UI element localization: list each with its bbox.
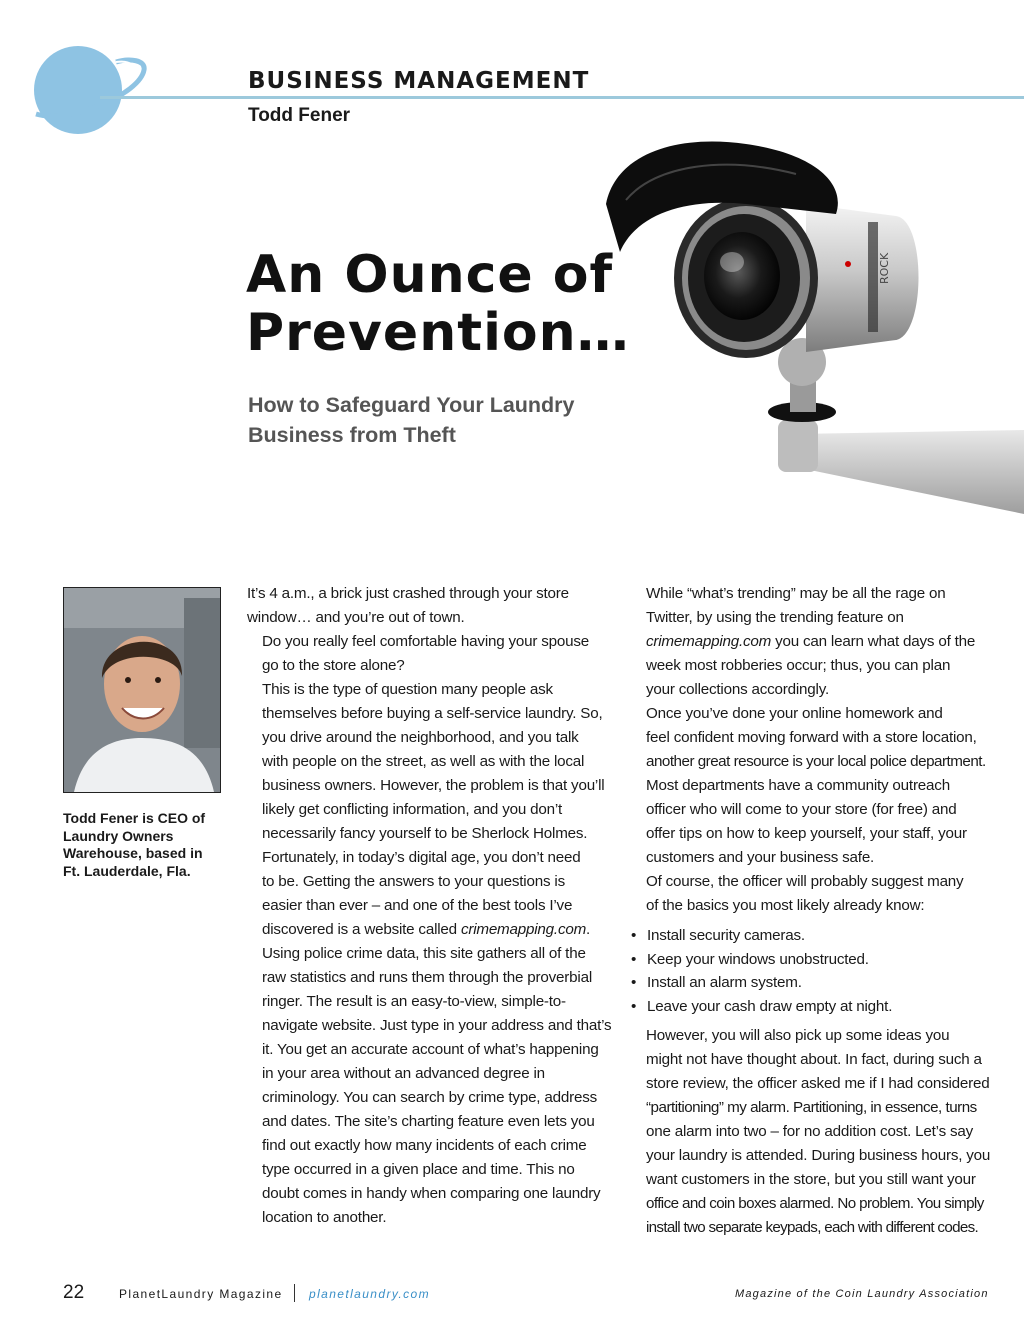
text-line: window… and you’re out of town.	[247, 609, 465, 626]
list-item: • Install security cameras.	[631, 924, 991, 948]
caption-line: Laundry Owners	[63, 827, 174, 844]
page-footer	[0, 1282, 1024, 1306]
text-line: raw statistics and runs them through the proverbial	[262, 969, 592, 986]
text-line: “partitioning” my alarm. Partitioning, in essence, turns	[646, 1099, 977, 1116]
camera-brand-label: ROCK	[878, 252, 891, 284]
text-line: to be. Getting the answers to your questions is	[262, 873, 565, 890]
text-line: navigate website. Just type in your address and that’s	[262, 1017, 612, 1034]
text-line: another great resource is your local police department.	[646, 753, 986, 770]
text-line: go to the store alone?	[262, 657, 405, 674]
author-byline: Todd Fener	[248, 105, 351, 126]
text-fragment: discovered is a website called	[262, 921, 461, 938]
text-line: It’s 4 a.m., a brick just crashed through your store	[247, 585, 569, 602]
text-line: Of course, the officer will probably suggest many	[646, 873, 964, 890]
text-line: feel confident moving forward with a store location,	[646, 729, 977, 746]
article-subtitle-line: How to Safeguard Your Laundry	[248, 393, 575, 417]
site-name: crimemapping.com	[646, 633, 772, 650]
text-line: week most robberies occur; thus, you can plan	[646, 657, 951, 674]
text-line: Once you’ve done your online homework and	[646, 705, 943, 722]
list-item: • Keep your windows unobstructed.	[631, 948, 991, 972]
text-line: of the basics you most likely already know:	[646, 897, 925, 914]
paragraph	[247, 582, 607, 630]
text-line: Do you really feel comfortable having your spouse	[262, 633, 590, 650]
text-line: one alarm into two – for no addition cost. Let’s say	[646, 1123, 974, 1140]
site-name: crimemapping.com	[460, 921, 587, 938]
text-line: customers and your business safe.	[646, 849, 875, 866]
text-line: want customers in the store, but you still want your	[646, 1171, 976, 1188]
text-line: Twitter, by using the trending feature on	[646, 609, 904, 626]
section-title: BUSINESS MANAGEMENT	[248, 68, 590, 94]
caption-line: Ft. Lauderdale, Fla.	[63, 862, 191, 879]
text-line: it. You get an accurate account of what’s happening	[262, 1041, 599, 1058]
paragraph	[631, 582, 991, 702]
list-item: • Install an alarm system.	[631, 971, 991, 995]
text-line: likely get conflicting information, and you don’t	[262, 801, 563, 818]
text-line: Using police crime data, this site gathers all of the	[262, 945, 586, 962]
publication-name: PlanetLaundry Magazine	[119, 1287, 283, 1301]
paragraph	[631, 1024, 991, 1240]
caption-line: Todd Fener is CEO of	[63, 810, 206, 826]
text-line: store review, the officer asked me if I had considered	[646, 1075, 990, 1092]
tips-list	[631, 924, 991, 1018]
body-column-1	[247, 582, 612, 1230]
text-line: location to another.	[262, 1209, 387, 1226]
text-fragment: .	[586, 921, 591, 938]
article-subtitle	[248, 390, 648, 450]
article-subtitle-line: Business from Theft	[248, 423, 456, 447]
text-line: officer who will come to your store (for free) and	[646, 801, 957, 818]
text-line: However, you will also pick up some ideas you	[646, 1027, 950, 1044]
author-photo	[63, 587, 221, 793]
text-line	[631, 630, 991, 654]
text-line: office and coin boxes alarmed. No problem. You simply	[646, 1195, 984, 1212]
text-line: with people on the street, as well as with the local	[262, 753, 585, 770]
paragraph	[631, 870, 991, 918]
text-line: find out exactly how many incidents of each crime	[262, 1137, 587, 1154]
paragraph	[631, 702, 991, 870]
text-line: themselves before buying a self-service laundry. So,	[262, 705, 603, 722]
list-item: • Leave your cash draw empty at night.	[631, 995, 991, 1019]
text-line: might not have thought about. In fact, during such a	[646, 1051, 982, 1068]
text-line: offer tips on how to keep yourself, your staff, your	[646, 825, 967, 842]
publication-url-link[interactable]: planetlaundry.com	[309, 1287, 430, 1301]
text-fragment: you can learn what days of the	[771, 633, 976, 650]
text-line: type occurred in a given place and time. This no	[262, 1161, 575, 1178]
text-line: While “what’s trending” may be all the rage on	[646, 585, 946, 602]
text-line: in your area without an advanced degree in	[262, 1065, 545, 1082]
caption-line: Warehouse, based in	[63, 845, 203, 861]
text-line: and dates. The site’s charting feature even lets you	[262, 1113, 595, 1130]
text-line: doubt comes in handy when comparing one laundry	[262, 1185, 601, 1202]
footer-divider	[294, 1284, 295, 1302]
text-line: criminology. You can search by crime type, address	[262, 1089, 597, 1106]
header-rule	[100, 96, 1024, 99]
body-column-2	[631, 582, 991, 1240]
planet-logo-icon	[30, 44, 150, 138]
text-line: you drive around the neighborhood, and you talk	[262, 729, 579, 746]
text-line	[247, 918, 607, 942]
text-line: ringer. The result is an easy-to-view, simple-to-	[262, 993, 566, 1010]
paragraph	[247, 630, 607, 678]
author-caption	[63, 810, 223, 880]
association-tagline: Magazine of the Coin Laundry Association	[735, 1288, 989, 1300]
text-line: your collections accordingly.	[646, 681, 830, 698]
paragraph	[247, 678, 607, 846]
security-camera-illustration	[596, 134, 1024, 518]
text-line: This is the type of question many people ask	[262, 681, 553, 698]
article-title-line: An Ounce of	[246, 245, 614, 305]
text-line: install two separate keypads, each with different codes.	[646, 1219, 978, 1236]
text-line: necessarily fancy yourself to be Sherlock Holmes.	[262, 825, 588, 842]
text-line: Most departments have a community outreach	[646, 777, 950, 794]
text-line: easier than ever – and one of the best tools I’ve	[262, 897, 573, 914]
text-line: Fortunately, in today’s digital age, you don’t need	[262, 849, 581, 866]
article-title-line: Prevention…	[246, 303, 630, 363]
text-line: business owners. However, the problem is that you’ll	[262, 777, 605, 794]
paragraph	[247, 846, 607, 942]
text-line: your laundry is attended. During business hours, you	[646, 1147, 991, 1164]
page-number: 22	[63, 1282, 85, 1303]
paragraph	[247, 942, 612, 1230]
